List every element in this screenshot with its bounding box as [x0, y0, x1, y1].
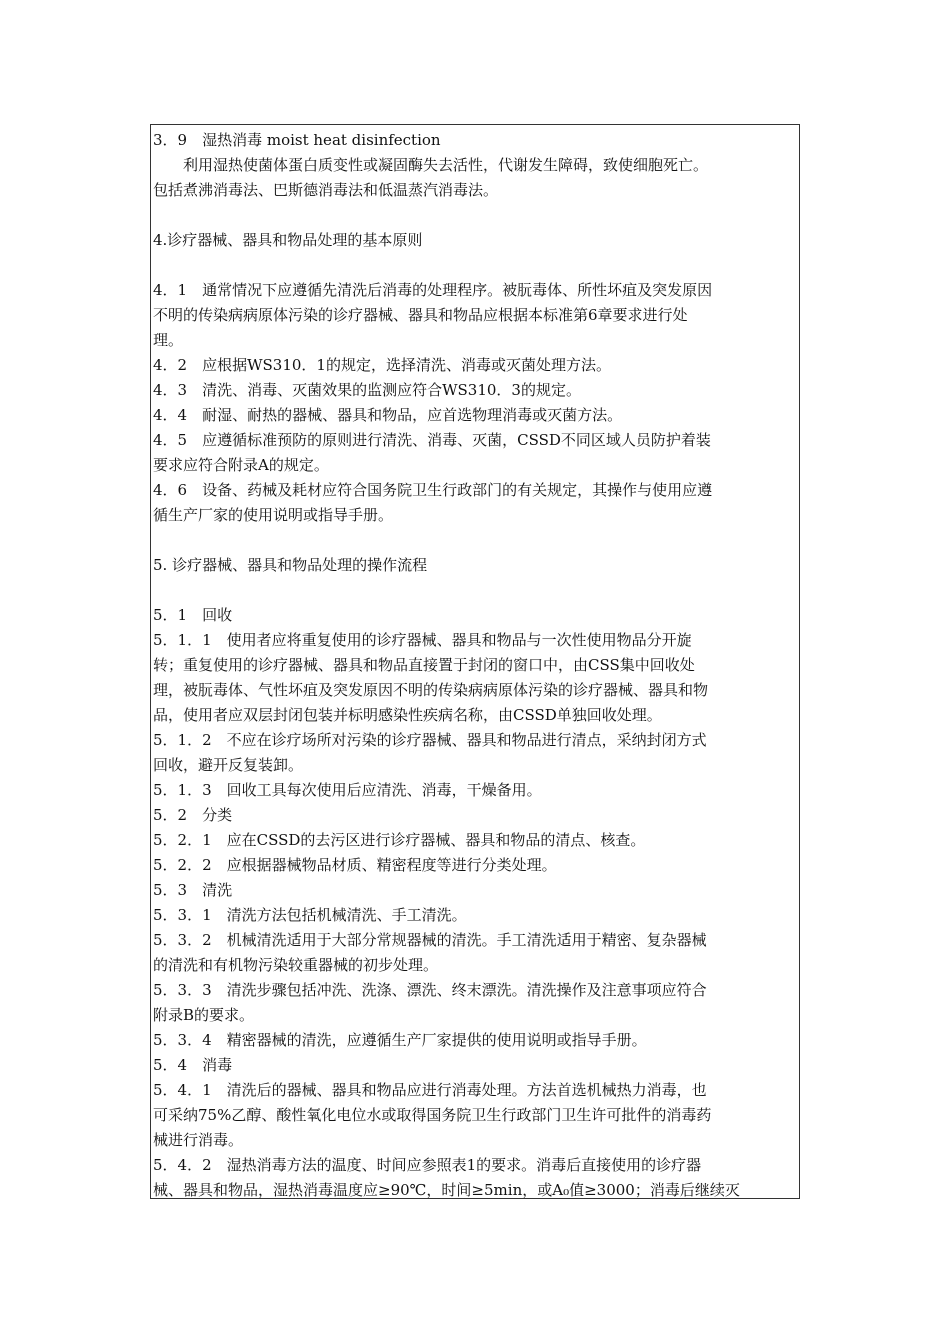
text-line: 4．4 耐湿、耐热的器械、器具和物品，应首选物理消毒或灭菌方法。 [153, 406, 623, 424]
text-line: 品，使用者应双层封闭包装并标明感染性疾病名称，由CSSD单独回收处理。 [153, 706, 662, 724]
document-frame [150, 124, 800, 1199]
text-line: 5．3．1 清洗方法包括机械清洗、手工清洗。 [153, 906, 467, 924]
text-line: 5．3．3 清洗步骤包括冲洗、洗涤、漂洗、终末漂洗。清洗操作及注意事项应符合 [153, 981, 707, 999]
blank-line [153, 253, 799, 278]
text-line: 5．4．2 湿热消毒方法的温度、时间应参照表1的要求。消毒后直接使用的诊疗器 [153, 1156, 702, 1174]
text-line: 利用湿热使菌体蛋白质变性或凝固酶失去活性，代谢发生障碍，致使细胞死亡。 [153, 156, 709, 174]
text-line: 附录B的要求。 [153, 1006, 255, 1024]
text-line: 的清洗和有机物污染较重器械的初步处理。 [153, 956, 439, 974]
text-line: 5．1 回收 [153, 606, 233, 624]
text-line: 可采纳75%乙醇、酸性氧化电位水或取得国务院卫生行政部门卫生许可批件的消毒药 [153, 1106, 712, 1124]
text-line: 不明的传染病病原体污染的诊疗器械、器具和物品应根据本标准第6章要求进行处 [153, 306, 688, 324]
text-line: 械、器具和物品，湿热消毒温度应≥90℃，时间≥5min，或A₀值≥3000；消毒后继续灭 [153, 1181, 740, 1199]
text-line: 转；重复使用的诊疗器械、器具和物品直接置于封闭的窗口中，由CSS集中回收处 [153, 656, 695, 674]
text-line: 理。 [153, 331, 184, 349]
document-body [153, 128, 799, 1199]
blank-line [153, 203, 799, 228]
text-line: 4．5 应遵循标准预防的原则进行清洗、消毒、灭菌，CSSD不同区域人员防护着装 [153, 431, 711, 449]
text-line: 5．1．2 不应在诊疗场所对污染的诊疗器械、器具和物品进行清点，采纳封闭方式 [153, 731, 707, 749]
text-line: 5. 诊疗器械、器具和物品处理的操作流程 [153, 556, 428, 574]
text-line: 4.诊疗器械、器具和物品处理的基本原则 [153, 231, 423, 249]
text-line: 5．2 分类 [153, 806, 233, 824]
text-line: 4．3 清洗、消毒、灭菌效果的监测应符合WS310．3的规定。 [153, 381, 581, 399]
text-line: 5．1．3 回收工具每次使用后应清洗、消毒，干燥备用。 [153, 781, 542, 799]
text-line: 5．3．4 精密器械的清洗，应遵循生产厂家提供的使用说明或指导手册。 [153, 1031, 647, 1049]
text-line: 4．6 设备、药械及耗材应符合国务院卫生行政部门的有关规定，其操作与使用应遵 [153, 481, 713, 499]
text-line: 5．2．2 应根据器械物品材质、精密程度等进行分类处理。 [153, 856, 557, 874]
text-line: 理，被朊毒体、气性坏疽及突发原因不明的传染病病原体污染的诊疗器械、器具和物 [153, 681, 709, 699]
text-line: 5．3 清洗 [153, 881, 233, 899]
text-line: 5．4 消毒 [153, 1056, 233, 1074]
text-line: 要求应符合附录A的规定。 [153, 456, 329, 474]
blank-line [153, 578, 799, 603]
text-line: 5．2．1 应在CSSD的去污区进行诊疗器械、器具和物品的清点、核查。 [153, 831, 646, 849]
text-line: 5．4．1 清洗后的器械、器具和物品应进行消毒处理。方法首选机械热力消毒，也 [153, 1081, 707, 1099]
text-line: 3．9 湿热消毒 moist heat disinfection [153, 131, 441, 149]
text-line: 械进行消毒。 [153, 1131, 244, 1149]
text-line: 回收，避开反复装卸。 [153, 756, 304, 774]
text-line: 包括煮沸消毒法、巴斯德消毒法和低温蒸汽消毒法。 [153, 181, 499, 199]
text-line: 5．1．1 使用者应将重复使用的诊疗器械、器具和物品与一次性使用物品分开旋 [153, 631, 692, 649]
text-line: 4．1 通常情况下应遵循先清洗后消毒的处理程序。被朊毒体、所性坏疽及突发原因 [153, 281, 713, 299]
text-line: 5．3．2 机械清洗适用于大部分常规器械的清洗。手工清洗适用于精密、复杂器械 [153, 931, 707, 949]
text-line: 4．2 应根据WS310．1的规定，选择清洗、消毒或灭菌处理方法。 [153, 356, 611, 374]
text-line: 循生产厂家的使用说明或指导手册。 [153, 506, 394, 524]
blank-line [153, 528, 799, 553]
